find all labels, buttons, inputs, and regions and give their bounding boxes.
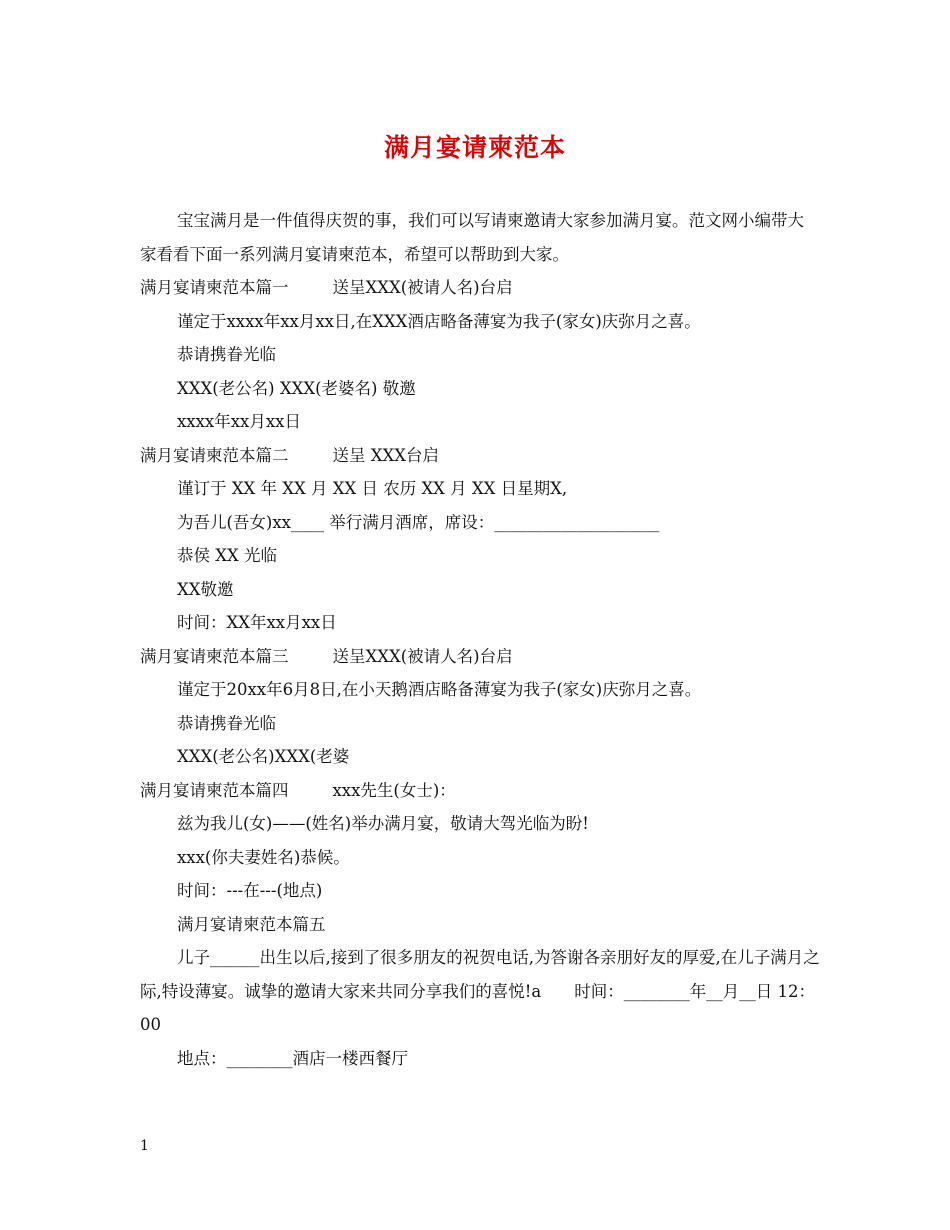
- text-line: 谨定于xxxx年xx月xx日,在XXX酒店略备薄宴为我子(家女)庆弥月之喜。: [177, 311, 701, 331]
- section-title: 满月宴请柬范本篇四: [140, 780, 289, 800]
- text-line: 谨定于20xx年6月8日,在小天鹅酒店略备薄宴为我子(家女)庆弥月之喜。: [177, 680, 702, 699]
- section-5-paragraph: 儿子______出生以后,接到了很多朋友的祝贺电话,为答谢各亲朋好友的厚爱,在儿子满月之际,特设薄宴。诚挚的邀请大家来共同分享我们的喜悦!a 时间：________年__月__日 12：00: [140, 948, 820, 1034]
- text-line: xxxx年xx月xx日: [177, 412, 301, 431]
- text-line: 地点：________酒店一楼西餐厅: [177, 1048, 408, 1068]
- text-line: 时间：XX年xx月xx日: [177, 613, 337, 632]
- section-title: 满月宴请柬范本篇二: [140, 445, 289, 465]
- section-heading-2: [140, 439, 820, 473]
- text-line: 恭请携眷光临: [177, 345, 276, 364]
- text-line: 兹为我儿(女)——(姓名)举办满月宴，敬请大驾光临为盼!: [177, 814, 589, 833]
- section-recipient: 送呈 XXX台启: [332, 445, 439, 465]
- section-recipient: xxx先生(女士)：: [332, 780, 456, 800]
- text-line: 时间：---在---(地点): [177, 881, 323, 900]
- page-number: 1: [140, 1138, 149, 1154]
- text-line: 恭请携眷光临: [177, 713, 276, 733]
- text-line: xxx(你夫妻姓名)恭候。: [177, 847, 350, 867]
- document-title: 满月宴请柬范本: [383, 133, 566, 162]
- text-line: XXX(老公名) XXX(老婆名) 敬邀: [177, 378, 416, 398]
- text-line: 谨订于 XX 年 XX 月 XX 日 农历 XX 月 XX 日星期X,: [177, 479, 568, 498]
- section-heading-4: [140, 774, 820, 808]
- text-line: XX敬邀: [177, 579, 234, 599]
- intro-paragraph: 宝宝满月是一件值得庆贺的事，我们可以写请柬邀请大家参加满月宴。范文网小编带大家看看下面一系列满月宴请柬范本，希望可以帮助到大家。: [140, 211, 804, 264]
- section-recipient: 送呈XXX(被请人名)台启: [332, 646, 513, 666]
- text-line: 满月宴请柬范本篇五: [177, 914, 326, 934]
- section-heading-1: [140, 271, 820, 305]
- text-line: 恭侯 XX 光临: [177, 546, 277, 565]
- section-title: 满月宴请柬范本篇一: [140, 278, 289, 297]
- document-body: [140, 204, 820, 1075]
- text-line: XXX(老公名)XXX(老婆: [177, 747, 350, 766]
- text-line: 为吾儿(吾女)xx____ 举行满月酒席，席设：____________________: [177, 512, 660, 532]
- section-title: 满月宴请柬范本篇三: [140, 646, 289, 666]
- section-heading-3: [140, 640, 820, 674]
- section-recipient: 送呈XXX(被请人名)台启: [332, 278, 513, 297]
